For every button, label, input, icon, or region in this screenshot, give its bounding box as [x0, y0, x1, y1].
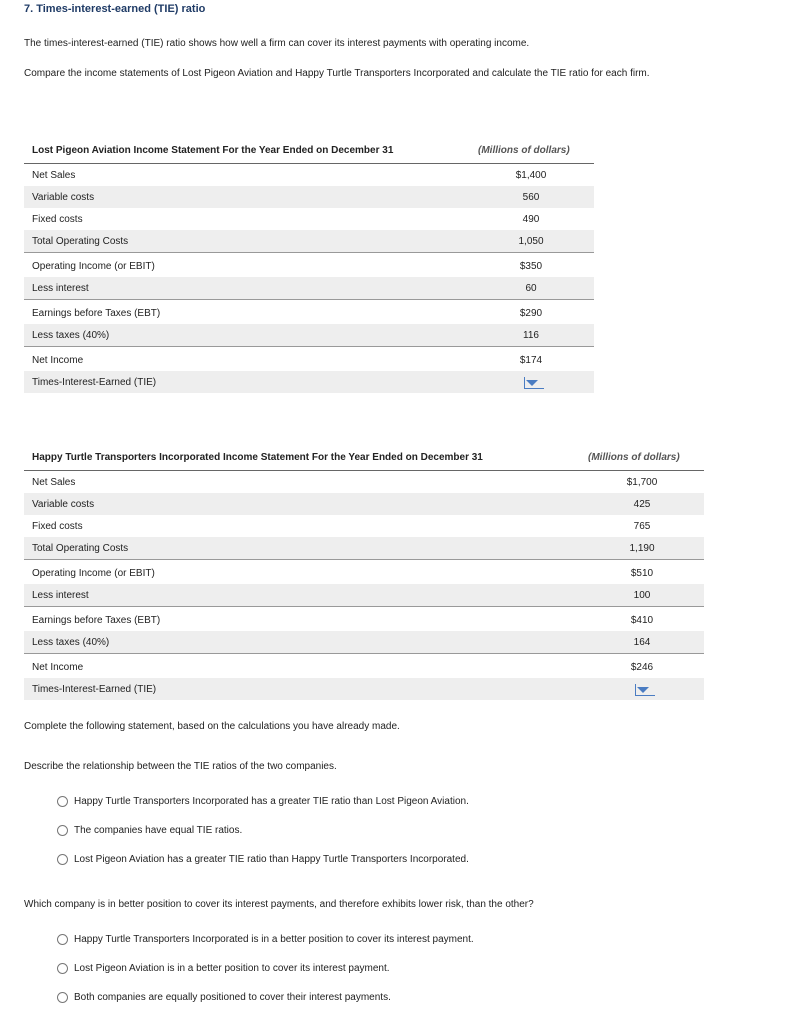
- radio-button[interactable]: [57, 963, 68, 974]
- units-label: (Millions of dollars): [478, 145, 570, 156]
- table-row: Fixed costs 490: [32, 214, 540, 225]
- table-row: Less taxes (40%) 164: [24, 631, 704, 653]
- tie-row: Times-Interest-Earned (TIE): [24, 371, 594, 393]
- table-row: Variable costs 425: [24, 493, 704, 515]
- radio-button[interactable]: [57, 992, 68, 1003]
- instruction-text: Compare the income statements of Lost Pigeon Aviation and Happy Turtle Transporters Incorporated and calculate the TIE ratio for each firm.: [24, 68, 650, 79]
- table-header: [24, 141, 594, 163]
- radio-button[interactable]: [57, 796, 68, 807]
- table-row: Net Sales $1,400: [32, 170, 547, 181]
- table-title: Lost Pigeon Aviation Income Statement For the Year Ended on December 31: [32, 145, 394, 156]
- question-1: Describe the relationship between the TIE ratios of the two companies.: [24, 761, 337, 772]
- question-2: Which company is in better position to cover its interest payments, and therefore exhibits lower risk, than the other?: [24, 899, 534, 910]
- table-row: Operating Income (or EBIT) $350: [24, 252, 594, 277]
- table-row: Net Sales $1,700: [32, 477, 658, 488]
- dropdown-arrow-icon: [526, 380, 538, 386]
- table-row: Total Operating Costs 1,050: [24, 230, 594, 252]
- question-title: 7. Times-interest-earned (TIE) ratio: [24, 3, 206, 15]
- table-row: Less interest 60: [24, 277, 594, 299]
- table-row: Variable costs 560: [24, 186, 594, 208]
- table-row: Less interest 100: [24, 584, 704, 606]
- table-row: Total Operating Costs 1,190: [24, 537, 704, 559]
- lost-pigeon-income-statement: [24, 141, 594, 393]
- table-row: Less taxes (40%) 116: [24, 324, 594, 346]
- statement-prompt: Complete the following statement, based on the calculations you have already made.: [24, 721, 400, 732]
- table-header: [24, 448, 704, 470]
- table-row: Net Income $174: [24, 346, 594, 371]
- radio-button[interactable]: [57, 934, 68, 945]
- table-row: Net Income $246: [24, 653, 704, 678]
- table-title: Happy Turtle Transporters Incorporated Income Statement For the Year Ended on December 31: [32, 452, 483, 463]
- table-row: Operating Income (or EBIT) $510: [24, 559, 704, 584]
- radio-button[interactable]: [57, 854, 68, 865]
- tie-row: Times-Interest-Earned (TIE): [24, 678, 704, 700]
- tie-dropdown[interactable]: [486, 377, 576, 389]
- happy-turtle-income-statement: [24, 448, 704, 700]
- table-row: Earnings before Taxes (EBT) $410: [24, 606, 704, 631]
- tie-dropdown[interactable]: [597, 684, 687, 696]
- radio-button[interactable]: [57, 825, 68, 836]
- table-row: Fixed costs 765: [32, 521, 651, 532]
- dropdown-arrow-icon: [637, 687, 649, 693]
- table-row: Earnings before Taxes (EBT) $290: [24, 299, 594, 324]
- units-label: (Millions of dollars): [588, 452, 680, 463]
- intro-text: The times-interest-earned (TIE) ratio shows how well a firm can cover its interest payments with operating income.: [24, 38, 530, 49]
